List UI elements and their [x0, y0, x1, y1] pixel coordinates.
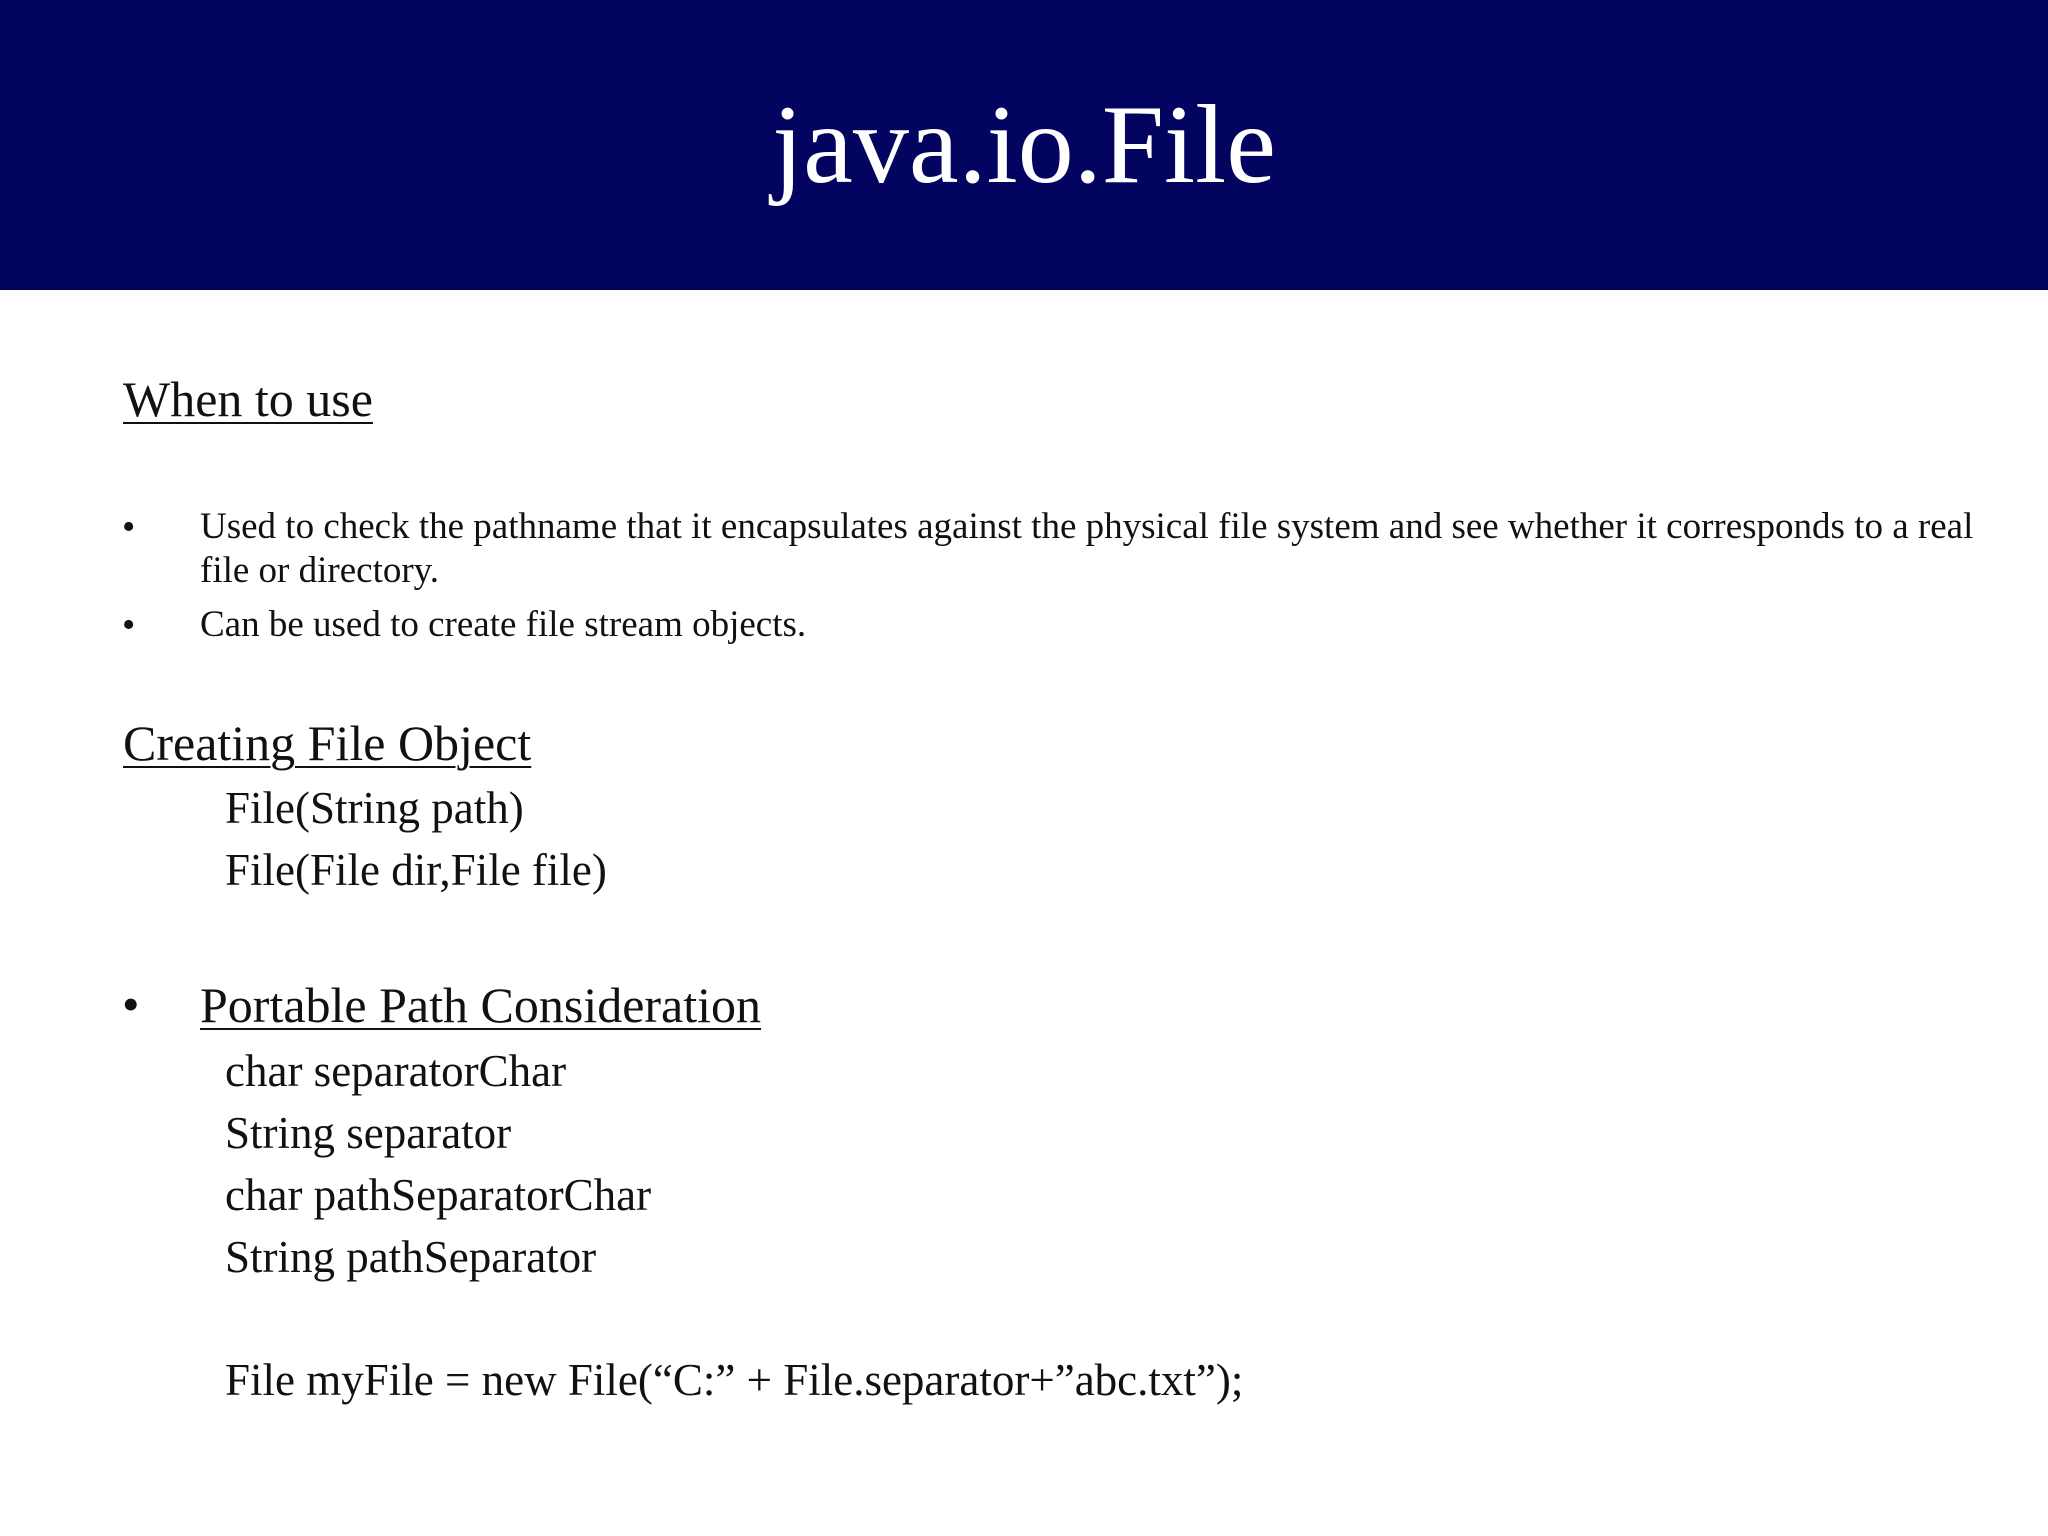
- list-item: [122, 603, 1982, 647]
- bullet-icon: •: [122, 976, 140, 1032]
- field-line: char separatorChar: [225, 1046, 567, 1096]
- when-to-use-heading: When to use: [123, 371, 373, 427]
- bullet-icon: •: [122, 604, 136, 646]
- list-item: [122, 505, 1982, 595]
- bullet-icon: •: [122, 506, 136, 548]
- bullet-text: Can be used to create file stream objects.: [200, 604, 807, 645]
- slide-title: java.io.File: [772, 83, 1276, 207]
- field-line: String separator: [225, 1108, 512, 1158]
- creating-file-object-heading: Creating File Object: [123, 715, 532, 771]
- title-banner: [0, 0, 2048, 290]
- field-line: char pathSeparatorChar: [225, 1170, 652, 1220]
- bullet-text: Used to check the pathname that it encapsulates against the physical file system and see whether it corresponds to a real file or directory.: [200, 506, 1974, 591]
- portable-path-heading: Portable Path Consideration: [200, 977, 762, 1033]
- code-example: File myFile = new File(“C:” + File.separator+”abc.txt”);: [225, 1355, 1244, 1405]
- constructor-line: File(String path): [225, 783, 524, 833]
- constructor-line: File(File dir,File file): [225, 845, 607, 895]
- field-line: String pathSeparator: [225, 1232, 597, 1282]
